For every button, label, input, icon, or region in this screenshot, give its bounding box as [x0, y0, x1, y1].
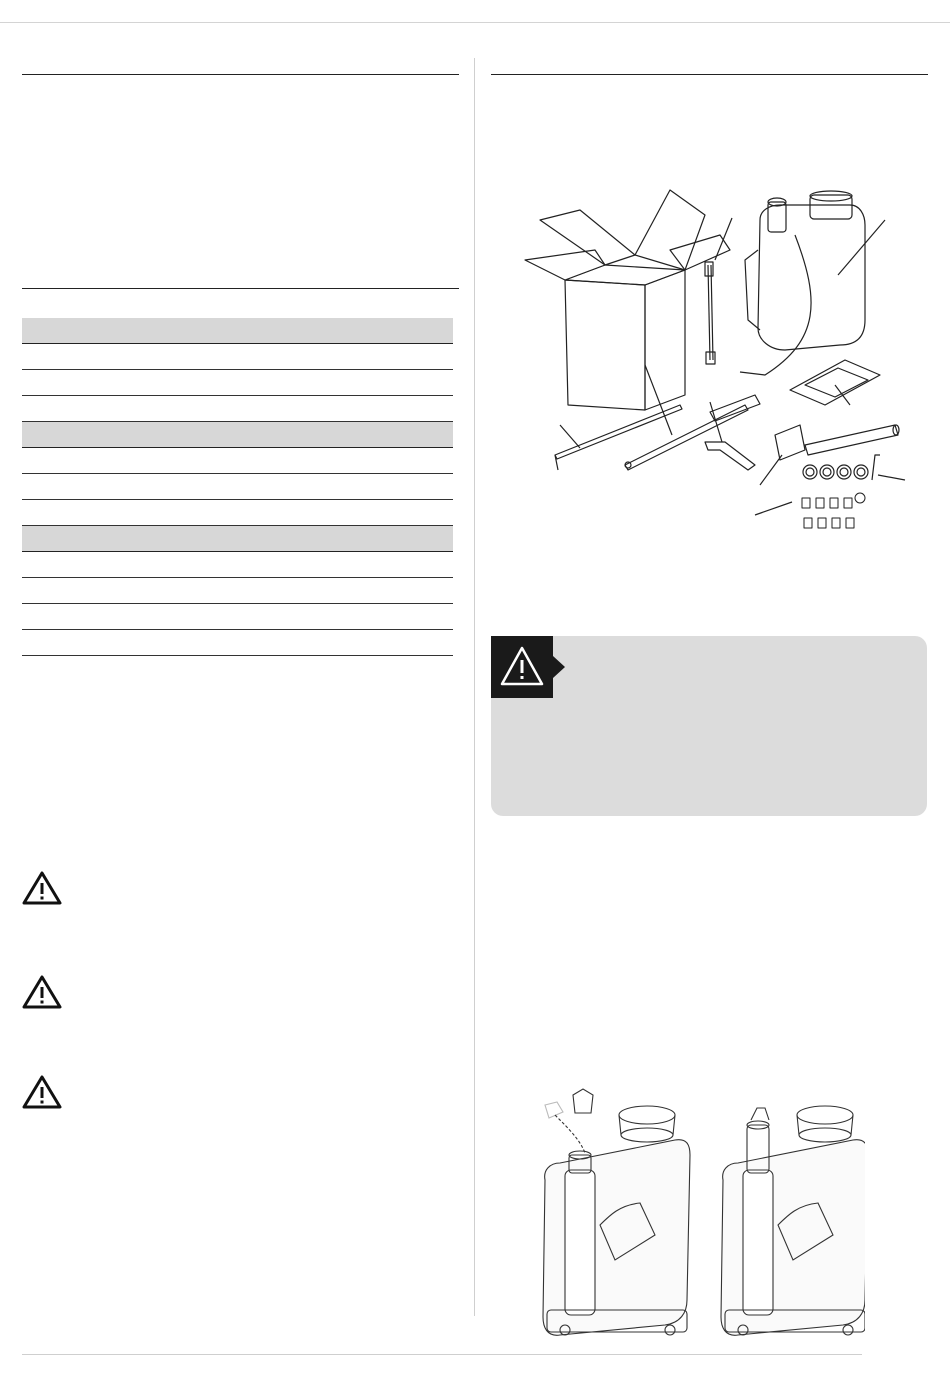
column-divider [474, 58, 475, 1316]
table-row [22, 604, 453, 630]
table-row [22, 370, 453, 396]
table-row [22, 630, 453, 656]
table-section-header [22, 318, 453, 344]
table-row [22, 578, 453, 604]
spec-table [22, 318, 453, 656]
spec-rule [22, 288, 459, 289]
table-row [22, 552, 453, 578]
section-rule [491, 74, 928, 75]
sprayer-tank-illustration [525, 1085, 865, 1345]
table-row [22, 448, 453, 474]
bottom-rule [22, 1354, 862, 1355]
table-row [22, 500, 453, 526]
section-rule [22, 74, 459, 75]
warning-triangle-icon [22, 974, 62, 1010]
top-rule [0, 22, 950, 23]
table-section-header [22, 422, 453, 448]
warning-triangle-icon [22, 870, 62, 906]
warning-triangle-icon [22, 1074, 62, 1110]
table-row [22, 474, 453, 500]
warning-triangle-icon [491, 636, 569, 698]
exploded-parts-illustration [520, 180, 920, 550]
table-row [22, 344, 453, 370]
table-section-header [22, 526, 453, 552]
table-row [22, 396, 453, 422]
